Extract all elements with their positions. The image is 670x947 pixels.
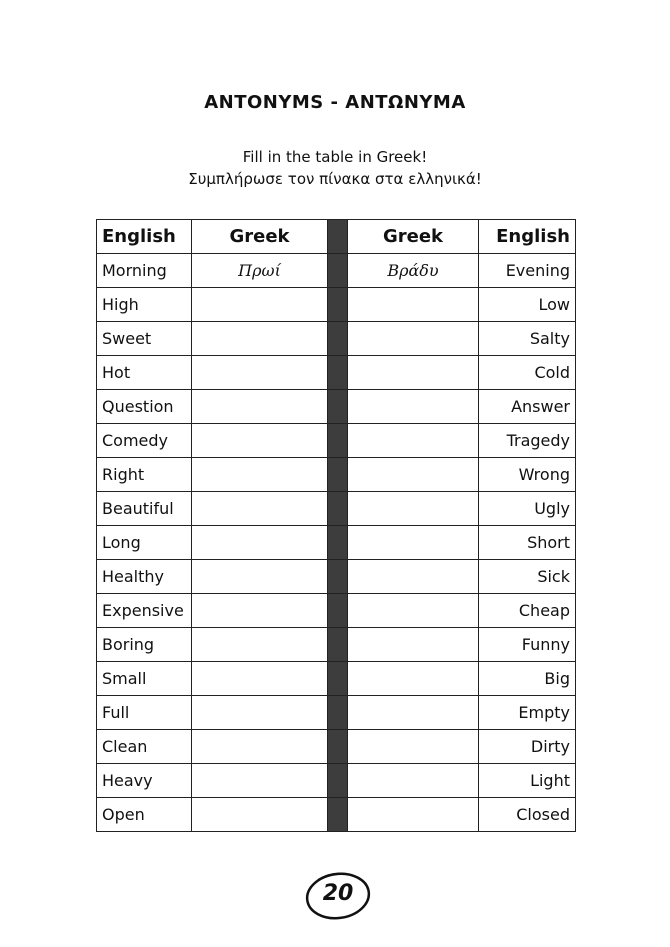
english-word-left: Heavy xyxy=(97,764,192,798)
english-word-right: Evening xyxy=(479,254,576,288)
english-word-left: Morning xyxy=(97,254,192,288)
greek-answer-right[interactable] xyxy=(348,526,479,560)
table-row xyxy=(97,696,576,730)
column-divider xyxy=(328,594,348,628)
greek-answer-right[interactable] xyxy=(348,798,479,832)
table-row xyxy=(97,560,576,594)
greek-answer-left[interactable] xyxy=(192,424,328,458)
column-divider xyxy=(328,356,348,390)
greek-answer-right[interactable] xyxy=(348,390,479,424)
column-divider xyxy=(328,390,348,424)
greek-answer-right[interactable] xyxy=(348,696,479,730)
greek-answer-right[interactable] xyxy=(348,356,479,390)
column-divider xyxy=(328,254,348,288)
greek-answer-left[interactable] xyxy=(192,458,328,492)
greek-answer-right[interactable] xyxy=(348,458,479,492)
english-word-right: Light xyxy=(479,764,576,798)
table-row xyxy=(97,764,576,798)
column-divider xyxy=(328,322,348,356)
greek-answer-left[interactable] xyxy=(192,696,328,730)
english-word-left: Hot xyxy=(97,356,192,390)
page-title: ANTONYMS - ΑΝΤΩΝΥΜΑ xyxy=(204,92,466,113)
english-word-left: Long xyxy=(97,526,192,560)
column-divider xyxy=(328,492,348,526)
table-row xyxy=(97,730,576,764)
table-row xyxy=(97,492,576,526)
english-word-right: Funny xyxy=(479,628,576,662)
english-word-right: Cold xyxy=(479,356,576,390)
greek-answer-right[interactable] xyxy=(348,662,479,696)
english-word-left: Comedy xyxy=(97,424,192,458)
greek-answer-right[interactable] xyxy=(348,628,479,662)
greek-answer-left[interactable] xyxy=(192,628,328,662)
header-english-left: English xyxy=(97,220,192,254)
greek-answer-left[interactable] xyxy=(192,764,328,798)
english-word-right: Dirty xyxy=(479,730,576,764)
table-row xyxy=(97,662,576,696)
greek-answer-right[interactable]: Βράδυ xyxy=(348,254,479,288)
page-number: 20 xyxy=(322,881,354,906)
english-word-left: Question xyxy=(97,390,192,424)
english-word-left: Open xyxy=(97,798,192,832)
english-word-left: Boring xyxy=(97,628,192,662)
greek-answer-left[interactable] xyxy=(192,356,328,390)
column-divider xyxy=(328,628,348,662)
column-divider xyxy=(328,730,348,764)
greek-answer-left[interactable] xyxy=(192,560,328,594)
english-word-left: Clean xyxy=(97,730,192,764)
greek-answer-right[interactable] xyxy=(348,594,479,628)
table-row xyxy=(97,628,576,662)
greek-answer-right[interactable] xyxy=(348,730,479,764)
table-row xyxy=(97,356,576,390)
column-divider xyxy=(328,696,348,730)
column-divider xyxy=(328,764,348,798)
english-word-left: Healthy xyxy=(97,560,192,594)
english-word-left: High xyxy=(97,288,192,322)
column-divider xyxy=(328,458,348,492)
greek-answer-left[interactable] xyxy=(192,390,328,424)
greek-answer-right[interactable] xyxy=(348,764,479,798)
greek-answer-left[interactable] xyxy=(192,492,328,526)
table-row xyxy=(97,798,576,832)
english-word-left: Full xyxy=(97,696,192,730)
english-word-right: Answer xyxy=(479,390,576,424)
english-word-right: Big xyxy=(479,662,576,696)
english-word-left: Beautiful xyxy=(97,492,192,526)
column-divider xyxy=(328,424,348,458)
english-word-right: Short xyxy=(479,526,576,560)
english-word-left: Sweet xyxy=(97,322,192,356)
table-row xyxy=(97,322,576,356)
english-word-right: Low xyxy=(479,288,576,322)
column-divider xyxy=(328,526,348,560)
table-header-row xyxy=(97,220,576,254)
column-divider xyxy=(328,288,348,322)
table-row xyxy=(97,288,576,322)
greek-answer-left[interactable] xyxy=(192,594,328,628)
table-row xyxy=(97,458,576,492)
greek-answer-right[interactable] xyxy=(348,560,479,594)
english-word-right: Cheap xyxy=(479,594,576,628)
english-word-right: Empty xyxy=(479,696,576,730)
english-word-right: Tragedy xyxy=(479,424,576,458)
instruction-english: Fill in the table in Greek! xyxy=(242,148,428,166)
greek-answer-left[interactable] xyxy=(192,288,328,322)
table-row xyxy=(97,390,576,424)
column-divider xyxy=(328,560,348,594)
page-number-badge xyxy=(304,868,372,922)
english-word-left: Expensive xyxy=(97,594,192,628)
header-greek-left: Greek xyxy=(192,220,328,254)
header-greek-right: Greek xyxy=(348,220,479,254)
greek-answer-right[interactable] xyxy=(348,424,479,458)
greek-answer-left[interactable] xyxy=(192,798,328,832)
greek-answer-right[interactable] xyxy=(348,322,479,356)
english-word-left: Right xyxy=(97,458,192,492)
greek-answer-left[interactable] xyxy=(192,526,328,560)
greek-answer-right[interactable] xyxy=(348,288,479,322)
english-word-right: Salty xyxy=(479,322,576,356)
greek-answer-left[interactable]: Πρωί xyxy=(192,254,328,288)
english-word-right: Sick xyxy=(479,560,576,594)
column-divider xyxy=(328,662,348,696)
table-row xyxy=(97,424,576,458)
column-divider xyxy=(328,220,348,254)
table-row xyxy=(97,254,576,288)
english-word-left: Small xyxy=(97,662,192,696)
table-row xyxy=(97,526,576,560)
greek-answer-left[interactable] xyxy=(192,662,328,696)
english-word-right: Ugly xyxy=(479,492,576,526)
english-word-right: Wrong xyxy=(479,458,576,492)
table-row xyxy=(97,594,576,628)
instruction-greek: Συμπλήρωσε τον πίνακα στα ελληνικά! xyxy=(188,170,482,188)
greek-answer-right[interactable] xyxy=(348,492,479,526)
column-divider xyxy=(328,798,348,832)
header-english-right: English xyxy=(479,220,576,254)
greek-answer-left[interactable] xyxy=(192,730,328,764)
antonyms-table xyxy=(96,219,576,832)
english-word-right: Closed xyxy=(479,798,576,832)
greek-answer-left[interactable] xyxy=(192,322,328,356)
